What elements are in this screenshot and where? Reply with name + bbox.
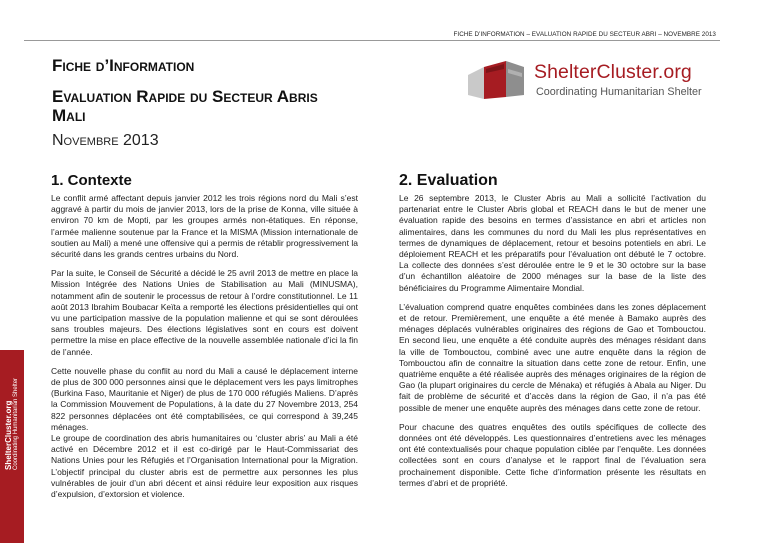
doc-main-title: Evaluation Rapide du Secteur Abris <box>52 87 318 106</box>
evaluation-paragraph-3: Pour chacune des quatres enquêtes des outils spécifiques de collecte des données ont été développés. Les questionnaires d’entretiens avec les ménages ont été contextualisés pour chaque population ciblée par l’enquête. Les données collectées sont en cours d’analyse et le rapport final de l’évaluation sera prochainement disponible. Cette fiche d’information présente les résultats en termes d’abri et de propriété. <box>399 421 706 488</box>
contexte-paragraph-1: Le conflit armé affectant depuis janvier 2012 les trois régions nord du Mali s’est aggravé à partir du mois de janvier 2013, lors de la prise de Konna, ville située à environ 70 km de Mopti, par les groupes armés non-étatiques. En réponse, l’armée malienne soutenue par la France et la MISMA (Mission internationale de soutien au Mali) a mené une offensive qui a permis de rétablir progressivement la sécurité dans les grands centres urbains du Nord. <box>51 193 358 260</box>
section-contexte <box>51 172 358 508</box>
contexte-paragraph-2: Par la suite, le Conseil de Sécurité a décidé le 25 avril 2013 de mettre en place la Mission Intégrée des Nations Unies de Stabilisation au Mali (MINUSMA), notamment afin de soutenir le processus de retour à l’ordre constitutionnel. Le 11 août 2013 Ibrahim Boubacar Keïta a remporté les élections présidentielles qui ont vu une participation massive de la population malienne et qui se sont déroulées sans troubles majeurs. Des élections législatives sont en cours est doivent permettre la mise en place effective de la nouvelle assemblée nationale d’ici la fin de l’année. <box>51 268 358 357</box>
sidebar-logo-tagline: Coordinating Humanitarian Shelter <box>13 377 19 470</box>
house-book-icon <box>464 55 528 103</box>
doc-country-title: Mali <box>52 106 86 125</box>
shelter-cluster-logo <box>464 55 704 105</box>
contexte-paragraph-4: Le groupe de coordination des abris humanitaires ou ‘cluster abris’ au Mali a été activé en Décembre 2012 et il est co-dirigé par le Haut-Commissariat des Nations Unies pour les Réfugiés et l’Organisation International pour la Migration. L’objectif principal du cluster abris est de permettre aux personnes les plus vulnérables de jouir d’un abri décent et ainsi réduire leur exposition aux risques d’expulsion, d’extorsion et violence. <box>51 433 358 500</box>
evaluation-paragraph-2: L’évaluation comprend quatre enquêtes combinées dans les zones déplacement et de retour. Premièrement, une enquête a été menée à Bamako auprès des ménages déplacés vulnérables originaires des régions de Gao et Tombouctou. En second lieu, une enquête a été conduite auprès des ménages résidant dans la ville de Tombouctou, combiné avec une autre enquête dans la région de Tombouctou afin de connaitre la situation dans cette zone de retour. Enfin, une quatrième enquête a été réalisée auprès des ménages originaires de la région de Gao (la plupart originaires du cercle de Ménaka) et réfugiés à Abala au Niger. Du fait de problème de sécurité et d’accès dans la région de Gao, il n’a pas été possible de mener une enquête auprès des ménages dans cette zone de retour. <box>399 301 706 413</box>
header-divider <box>24 40 720 41</box>
contexte-paragraph-3: Cette nouvelle phase du conflit au nord du Mali a causé le déplacement interne de plus de 300 000 personnes ainsi que le déplacement vers les pays limitrophes (Burkina Faso, Mauritanie et Niger) de plus de 170 000 réfugiés Maliens. D’après la Commission Mouvement de Populations, à la date du 27 Novembre 2013, 254 822 personnes déplacées ont été comptabilisées, ce qui correspond à 39,245 ménages. <box>51 365 358 432</box>
contexte-heading: 1. Contexte <box>51 172 132 189</box>
doc-type-title: Fiche d’Information <box>52 56 195 75</box>
evaluation-paragraph-1: Le 26 septembre 2013, le Cluster Abris au Mali a sollicité l’activation du partenariat entre le Cluster Abris global et REACH dans le but de mener une évaluation rapide des besoins en termes d’assistance en abri et articles non alimentaires, dans les communes du nord du Mali les plus représentatives en termes de dynamiques de déplacement, retour et besoins potentiels en abri. Le déploiement REACH et les préparatifs pour l’évaluation ont débuté le 7 octobre. La collecte des données s’est déroulée entre le 9 et le 30 octobre sur la base d’un échantillon aléatoire de 2000 ménages sur la base de la liste des bénéficiaires du Programme Alimentaire Mondial. <box>399 193 706 293</box>
sidebar-logo-text <box>4 377 19 470</box>
title-block <box>52 56 382 150</box>
logo-tagline: Coordinating Humanitarian Shelter <box>536 86 702 98</box>
logo-name: ShelterCluster.org <box>534 61 692 83</box>
sidebar-logo-name: ShelterCluster.org <box>4 400 13 470</box>
running-header: FICHE D’INFORMATION – EVALUATION RAPIDE DU SECTEUR ABRI – NOVEMBRE 2013 <box>453 31 716 38</box>
doc-date: Novembre 2013 <box>52 132 159 149</box>
evaluation-heading: 2. Evaluation <box>399 172 498 189</box>
section-evaluation <box>399 172 706 497</box>
